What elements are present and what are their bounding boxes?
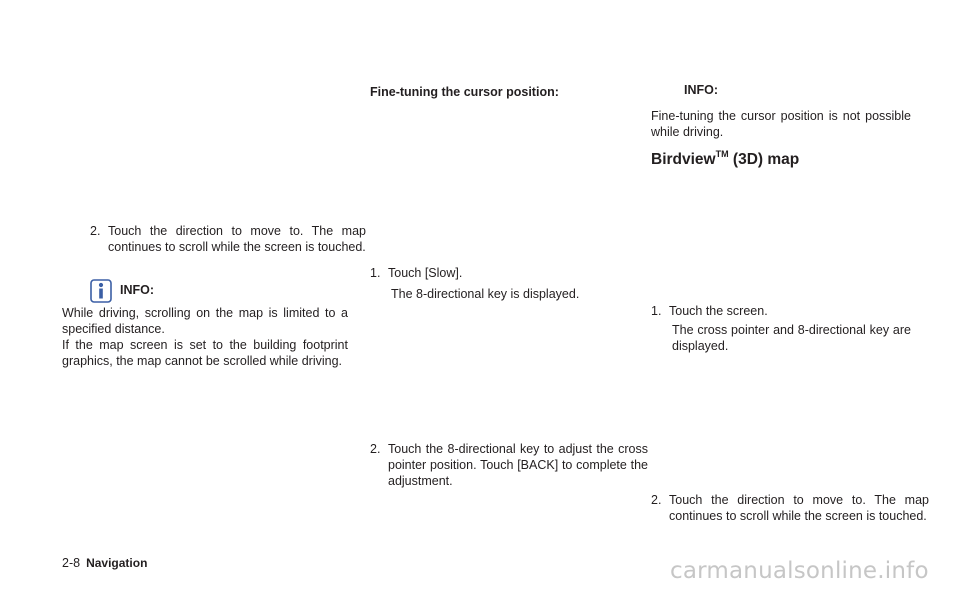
col2-heading: Fine-tuning the cursor position: [370, 85, 559, 99]
col1-info-para-2: If the map screen is set to the building footprint graphics, the map cannot be scrolled while driving. [62, 338, 348, 368]
col3-step-2-text: Touch the direction to move to. The map continues to scroll while the screen is touched. [669, 493, 929, 523]
col2-step-2 [370, 441, 648, 489]
col3-section-title-tm: TM [715, 149, 729, 159]
col3-step-2 [651, 492, 929, 524]
col3-info-label: INFO: [684, 83, 719, 97]
col3-section-title-main: Birdview [651, 151, 716, 168]
col1-step-2-number: 2. [90, 224, 101, 238]
col3-step-2-number: 2. [651, 493, 662, 507]
col2-step-2-number: 2. [370, 442, 381, 456]
col2-step-1 [370, 265, 648, 281]
col3-info-text: Fine-tuning the cursor position is not possible while driving. [651, 109, 911, 139]
info-icon [90, 279, 112, 303]
page-number: 2-8 [62, 556, 81, 570]
col2-step-2-text: Touch the 8-directional key to adjust the cross pointer position. Touch [BACK] to complete the adjustment. [388, 442, 648, 488]
page-footer [62, 555, 147, 571]
col1-step-2-text: Touch the direction to move to. The map continues to scroll while the screen is touched. [108, 224, 366, 254]
section-name: Navigation [86, 556, 148, 570]
col2-step-1-sub: The 8-directional key is displayed. [391, 287, 580, 301]
col3-section-title-rest: (3D) map [728, 151, 800, 168]
col3-step-1 [651, 303, 929, 319]
col3-step-1-sub: The cross pointer and 8-directional key are displayed. [672, 323, 911, 353]
col3-step-1-number: 1. [651, 304, 662, 318]
col2-step-1-number: 1. [370, 266, 381, 280]
col1-info-label: INFO: [120, 283, 155, 297]
col3-step-1-text: Touch the screen. [669, 304, 768, 318]
col1-info-header [90, 279, 210, 305]
col1-step-2 [90, 223, 366, 255]
col1-info-para-1: While driving, scrolling on the map is limited to a specified distance. [62, 306, 348, 336]
col3-section-title [651, 144, 911, 170]
col2-step-1-text: Touch [Slow]. [388, 266, 463, 280]
watermark: carmanualsonline.info [670, 558, 929, 584]
